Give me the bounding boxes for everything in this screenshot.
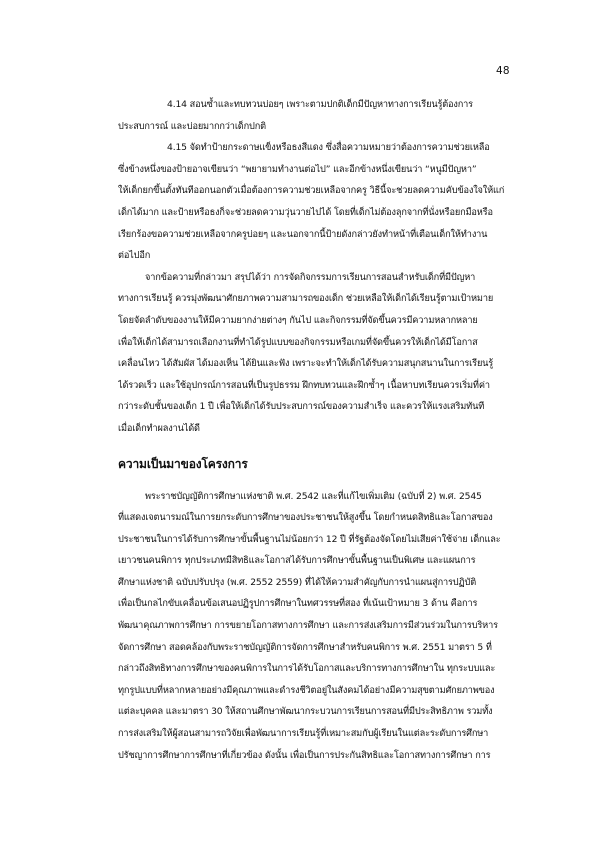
- paragraph-line: ซึ่งข้างหนึ่งของป้ายอาจเขียนว่า “พยายามทำงานต่อไป” และอีกข้างหนึ่งเขียนว่า “หนูมีปัญหา”: [118, 163, 477, 175]
- paragraph-line: เพื่อเป็นกลไกขับเคลื่อนข้อเสนอปฏิรูปการศึกษาในทศวรรษที่สอง ที่เน้นเป้าหมาย 3 ด้าน คือการ: [118, 598, 478, 610]
- summary-paragraph: [118, 267, 510, 440]
- paragraph-line: ประสบการณ์ และบ่อยมากกว่าเด็กปกติ: [118, 120, 266, 132]
- paragraph-line: ที่แสดงเจตนารมณ์ในการยกระดับการศึกษาของประชาชนให้สูงขึ้น โดยกำหนดสิทธิและโอกาสของ: [118, 512, 493, 524]
- paragraph-line: ทางการเรียนรู้ ควรมุ่งพัฒนาศักยภาพความสามารถของเด็ก ช่วยเหลือให้เด็กได้เรียนรู้ตามเป้าหมาย: [118, 293, 494, 305]
- paragraph-line: ต่อไปอีก: [118, 250, 151, 262]
- paragraph-line: ทุกรูปแบบที่หลากหลายอย่างมีคุณภาพและดำรงชีวิตอยู่ในสังคมได้อย่างมีความสุขตามศักยภาพของ: [118, 684, 495, 696]
- page-number: 48: [496, 65, 510, 77]
- paragraph-line: กว่าระดับชั้นของเด็ก 1 ปี เพื่อให้เด็กได้รับประสบการณ์ของความสำเร็จ และควรให้แรงเสริมทันที: [118, 401, 485, 413]
- list-item-4-14: [118, 94, 510, 137]
- paragraph-line: 4.15 จัดทำป้ายกระดาษแข็งหรือธงสีแดง ซึ่งสื่อความหมายว่าต้องการความช่วยเหลือ: [167, 142, 490, 154]
- paragraph-line: เพื่อให้เด็กได้สามารถเลือกงานที่ทำได้รูปแบบของกิจกรรมหรือเกมที่จัดขึ้นควรให้เด็กได้มีโอกาส: [118, 336, 478, 348]
- paragraph-line: จากข้อความที่กล่าวมา สรุปได้ว่า การจัดกิจกรรมการเรียนการสอนสำหรับเด็กที่มีปัญหา: [145, 271, 476, 283]
- paragraph-line: เคลื่อนไหว ได้สัมผัส ได้มองเห็น ได้ยินและฟัง เพราะจะทำให้เด็กได้รับความสนุกสนานในการเรียนรู้: [118, 358, 494, 370]
- paragraph-line: แต่ละบุคคล และมาตรา 30 ให้สถานศึกษาพัฒนากระบวนการเรียนการสอนที่มีประสิทธิภาพ รวมทั้ง: [118, 706, 493, 718]
- paragraph-line: เมื่อเด็กทำผลงานได้ดี: [118, 422, 200, 434]
- paragraph-line: 4.14 สอนซ้ำและทบทวนบ่อยๆ เพราะตามปกติเด็กมีปัญหาทางการเรียนรู้ต้องการ: [167, 99, 473, 110]
- paragraph-line: จัดการศึกษา สอดคล้องกับพระราชบัญญัติการจัดการศึกษาสำหรับคนพิการ พ.ศ. 2551 มาตรา 5 ที่: [118, 641, 492, 653]
- paragraph-line: ประชาชนในการได้รับการศึกษาขั้นพื้นฐานไม่น้อยกว่า 12 ปี ที่รัฐต้องจัดโดยไม่เสียค่าใช้จ่าย เด็กและ: [118, 533, 501, 545]
- paragraph-line: ให้เด็กยกขึ้นตั้งทันทีออกนอกตัวเมื่อต้องการความช่วยเหลือจากครู วิธีนี้จะช่วยลดความคับข้องใจให้แก่: [118, 185, 505, 197]
- paragraph-line: เยาวชนคนพิการ ทุกประเภทมีสิทธิและโอกาสได้รับการศึกษาขั้นพื้นฐานเป็นพิเศษ และแผนการ: [118, 555, 476, 567]
- spacer: [118, 474, 510, 486]
- paragraph-line: เรียกร้องขอความช่วยเหลือจากครูบ่อยๆ และนอกจากนี้ป้ายดังกล่าวยังทำหน้าที่เตือนเด็กให้ทำงาน: [118, 228, 488, 240]
- paragraph-line: พัฒนาคุณภาพการศึกษา การขยายโอกาสทางการศึกษา และการส่งเสริมการมีส่วนร่วมในการบริหาร: [118, 620, 498, 632]
- background-paragraph: [118, 486, 510, 767]
- paragraph-line: เด็กได้มาก และป้ายหรือธงก็จะช่วยลดความวุ่นวายไปได้ โดยที่เด็กไม่ต้องลุกจากที่นั่งหรือยกมือหรือ: [118, 206, 493, 218]
- paragraph-line: พระราชบัญญัติการศึกษาแห่งชาติ พ.ศ. 2542 และที่แก้ไขเพิ่มเติม (ฉบับที่ 2) พ.ศ. 2545: [145, 490, 482, 502]
- paragraph-line: กล่าวถึงสิทธิทางการศึกษาของคนพิการในการได้รับโอกาสและบริการทางการศึกษาใน ทุกระบบและ: [118, 663, 496, 675]
- list-item-4-15: [118, 137, 510, 267]
- paragraph-line: การส่งเสริมให้ผู้สอนสามารถวิจัยเพื่อพัฒนาการเรียนรู้ที่เหมาะสมกับผู้เรียนในแต่ละระดับการศึกษา: [118, 728, 489, 740]
- paragraph-line: ศึกษาแห่งชาติ ฉบับปรับปรุง (พ.ศ. 2552 2559) ที่ได้ให้ความสำคัญกับการนำแผนสู่การปฏิบัติ: [118, 576, 477, 588]
- paragraph-line: ได้รวดเร็ว และใช้อุปกรณ์การสอนที่เป็นรูปธรรม ฝึกทบทวนและฝึกซ้ำๆ เนื้อหาบทเรียนควรเริ่มที่ค่า: [118, 379, 490, 391]
- paragraph-line: ปรัชญาการศึกษาการศึกษาที่เกี่ยวข้อง ดังนั้น เพื่อเป็นการประกันสิทธิและโอกาสทางการศึกษา การ: [118, 749, 491, 761]
- page-content: [118, 94, 510, 766]
- section-heading: ความเป็นมาของโครงการ: [118, 456, 248, 471]
- paragraph-line: โดยจัดลำดับของงานให้มีความยากง่ายต่างๆ กันไป และกิจกรรมที่จัดขึ้นควรมีความหลากหลาย: [118, 314, 478, 326]
- spacer: [118, 440, 510, 454]
